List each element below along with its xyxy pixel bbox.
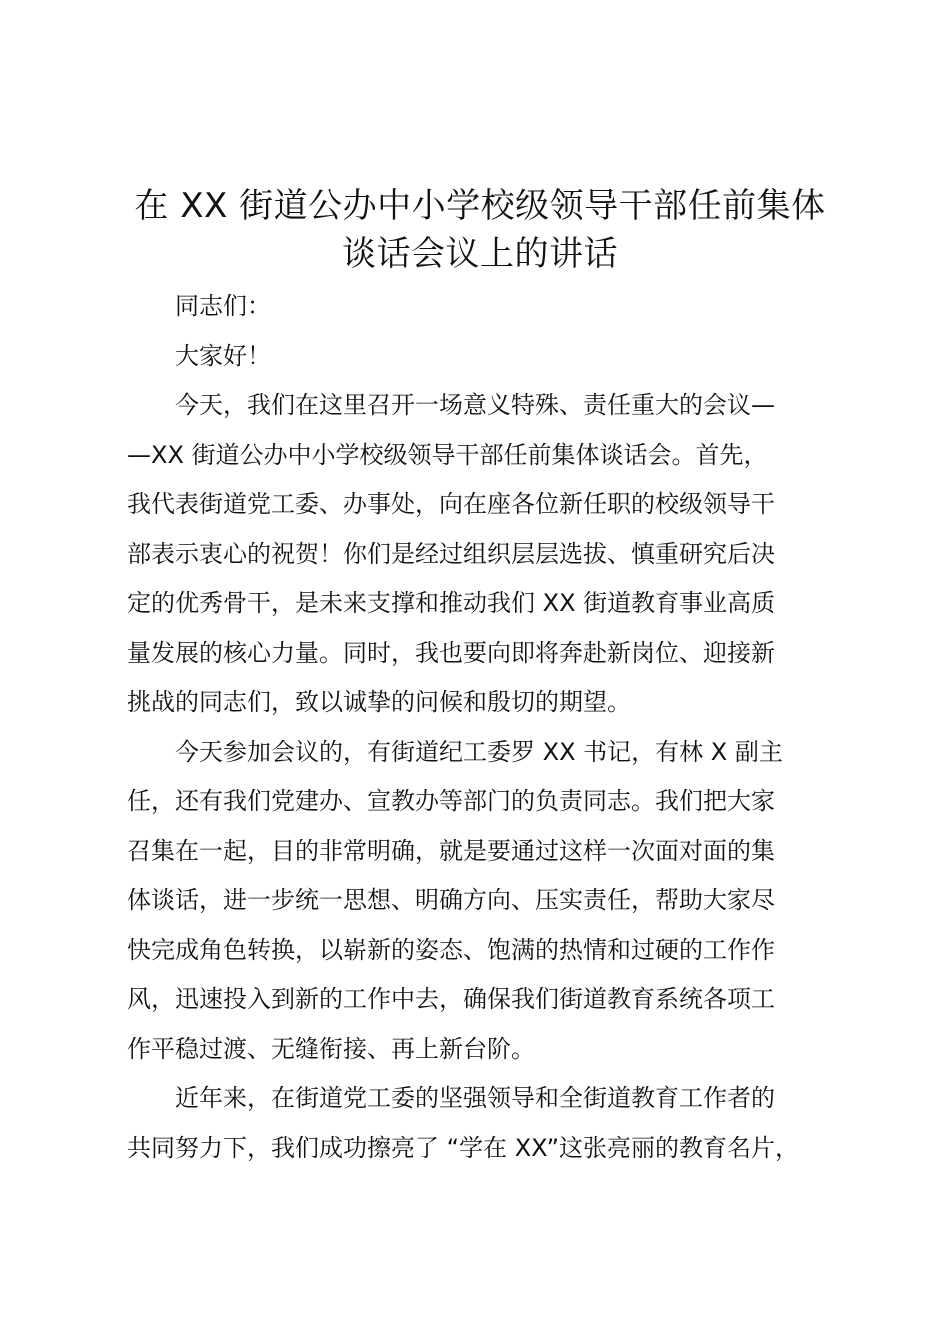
- text-line: 部表示衷心的祝贺！你们是经过组织层层选拔、慎重研究后决: [127, 539, 775, 568]
- text-line: 挑战的同志们，致以诚挚的问候和殷切的期望。: [127, 688, 631, 716]
- document-title: [127, 182, 833, 278]
- text-line: 快完成角色转换，以崭新的姿态、饱满的热情和过硬的工作作: [127, 935, 775, 964]
- text-line: 作平稳过渡、无缝衔接、再上新台阶。: [127, 1034, 535, 1063]
- salutation-paragraph: [127, 282, 833, 332]
- text-line: 任，还有我们党建办、宣教办等部门的负责同志。我们把大家: [127, 787, 775, 815]
- text-line: 召集在一起，目的非常明确，就是要通过这样一次面对面的集: [127, 836, 775, 865]
- document-body: [127, 282, 833, 1173]
- text-line: 今天，我们在这里召开一场意义特殊、责任重大的会议—: [175, 391, 775, 419]
- body-paragraph: [127, 1074, 833, 1173]
- greeting-paragraph: [127, 332, 833, 382]
- text-line: 大家好！: [175, 341, 271, 370]
- title-line: 在 XX 街道公办中小学校级领导干部任前集体: [134, 186, 826, 226]
- document-page: [127, 182, 833, 1173]
- body-paragraph: [127, 381, 833, 728]
- text-line: 共同努力下，我们成功擦亮了 “学在 XX”这张亮丽的教育名片，: [127, 1133, 800, 1162]
- text-line: 同志们：: [175, 292, 271, 320]
- body-paragraph: [127, 728, 833, 1075]
- text-line: 风，迅速投入到新的工作中去，确保我们街道教育系统各项工: [127, 985, 775, 1013]
- text-line: 体谈话，进一步统一思想、明确方向、压实责任，帮助大家尽: [127, 886, 775, 914]
- text-line: 量发展的核心力量。同时，我也要向即将奔赴新岗位、迎接新: [127, 638, 775, 667]
- text-line: 近年来，在街道党工委的坚强领导和全街道教育工作者的: [175, 1084, 775, 1112]
- title-line: 谈话会议上的讲话: [342, 234, 618, 274]
- text-line: 我代表街道党工委、办事处，向在座各位新任职的校级领导干: [127, 490, 775, 518]
- text-line: 今天参加会议的，有街道纪工委罗 XX 书记，有林 X 副主: [175, 737, 783, 766]
- text-line: —XX 街道公办中小学校级领导干部任前集体谈话会。首先，: [127, 440, 768, 469]
- text-line: 定的优秀骨干，是未来支撑和推动我们 XX 街道教育事业高质: [127, 589, 776, 617]
